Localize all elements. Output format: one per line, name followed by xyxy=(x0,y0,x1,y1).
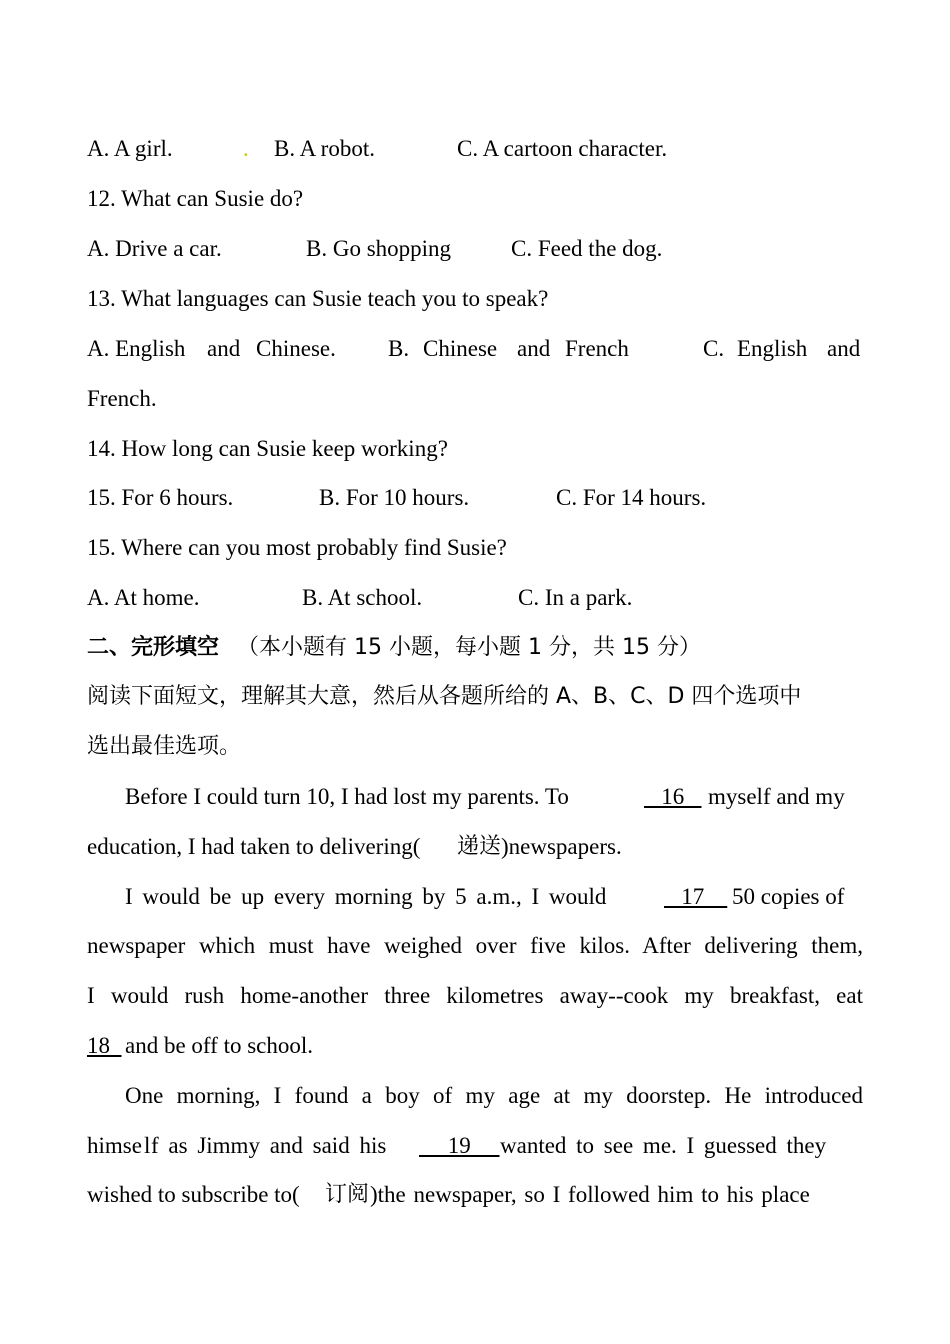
passage-line xyxy=(87,832,863,862)
passage-text: and be off to school. xyxy=(125,1033,314,1058)
q13-question xyxy=(87,284,863,314)
passage-text: f as Jimmy and said his xyxy=(151,1133,387,1158)
q13-option-c-word: English xyxy=(737,336,808,361)
q12-option-c: C. Feed the dog. xyxy=(511,236,663,261)
passage-text: I would rush home-another three kilometres away--cook my breakfast, eat xyxy=(87,983,863,1008)
passage-text: himse xyxy=(87,1133,142,1158)
passage-text: l xyxy=(144,1133,151,1158)
q13-option-a-word: and xyxy=(207,336,241,361)
passage-line xyxy=(87,1131,863,1161)
passage-line xyxy=(87,981,863,1011)
blank-17: 17 xyxy=(664,884,728,909)
section-instruction-line xyxy=(87,732,863,762)
q11-options xyxy=(87,134,863,164)
q14-option-c: C. For 14 hours. xyxy=(556,485,707,510)
passage-text: Before I could turn 10, I had lost my parents. To xyxy=(125,784,569,809)
q12-option-b: B. Go shopping xyxy=(306,236,452,261)
q12-options xyxy=(87,234,863,264)
section-heading xyxy=(87,633,863,663)
passage-text: wished to subscribe to( xyxy=(87,1182,300,1207)
passage-line xyxy=(87,931,863,961)
blank-18: 18 xyxy=(87,1033,122,1058)
q14-option-a: 15. For 6 hours. xyxy=(87,485,234,510)
blank-16: 16 xyxy=(644,784,702,809)
q13-option-a-word: A. English xyxy=(87,336,186,361)
q13-option-c-word: French. xyxy=(87,386,157,411)
passage-chinese-gloss: 订阅 xyxy=(325,1182,370,1207)
section-note: （本小题有 15 小题，每小题 1 分，共 15 分） xyxy=(237,635,701,660)
q13-option-b-word: French xyxy=(565,336,629,361)
section-instruction: 阅读下面短文，理解其大意，然后从各题所给的 A、B、C、D 四个选项中 xyxy=(87,684,802,709)
q14-option-b: B. For 10 hours. xyxy=(319,485,470,510)
q13-option-a-word: Chinese. xyxy=(256,336,336,361)
q12-option-a: A. Drive a car. xyxy=(87,236,222,261)
q11-option-b: B. A robot. xyxy=(274,136,375,161)
passage-text: newspaper which must have weighed over five kilos. After delivering them, xyxy=(87,933,863,958)
section-instruction-line xyxy=(87,682,863,712)
passage-text: One morning, I found a boy of my age at my doorstep. He introduced xyxy=(125,1083,863,1108)
q15-options xyxy=(87,583,863,613)
q13-option-b-word: B. xyxy=(388,336,410,361)
q12-question xyxy=(87,184,863,214)
q11-option-c: C. A cartoon character. xyxy=(457,136,668,161)
q13-question-text: 13. What languages can Susie teach you to speak? xyxy=(87,286,549,311)
q15-option-a: A. At home. xyxy=(87,585,200,610)
q11-stray-dot: . xyxy=(243,136,249,161)
passage-text: I would be up every morning by 5 a.m., I would xyxy=(125,884,607,909)
q13-option-b-word: and xyxy=(517,336,551,361)
passage-line xyxy=(125,1081,863,1111)
q13-option-c-word: C. xyxy=(703,336,725,361)
q12-question-text: 12. What can Susie do? xyxy=(87,186,304,211)
passage-chinese-gloss: 递送 xyxy=(457,834,502,859)
passage-line xyxy=(87,1180,863,1210)
q15-option-c: C. In a park. xyxy=(518,585,633,610)
passage-text: )the newspaper, so I followed him to his place xyxy=(370,1182,810,1207)
q15-option-b: B. At school. xyxy=(302,585,423,610)
passage-text: 50 copies of xyxy=(732,884,845,909)
passage-text: wanted to see me. I guessed they xyxy=(500,1133,827,1158)
q13-options-continued xyxy=(87,384,863,414)
q13-options xyxy=(87,334,863,364)
section-title: 二、完形填空 xyxy=(87,635,220,660)
blank-19: 19 xyxy=(419,1133,500,1158)
q14-question-text: 14. How long can Susie keep working? xyxy=(87,436,448,461)
passage-line xyxy=(87,782,863,812)
passage-text: myself and my xyxy=(708,784,845,809)
q15-question-text: 15. Where can you most probably find Susie? xyxy=(87,535,507,560)
q11-option-a: A. A girl. xyxy=(87,136,173,161)
passage-text: )newspapers. xyxy=(501,834,622,859)
passage-text: education, I had taken to delivering( xyxy=(87,834,421,859)
q15-question xyxy=(87,533,863,563)
q14-options xyxy=(87,483,863,513)
q13-option-c-word: and xyxy=(827,336,861,361)
passage-line xyxy=(87,1031,863,1061)
section-instruction: 选出最佳选项。 xyxy=(87,734,242,759)
q13-option-b-word: Chinese xyxy=(423,336,498,361)
passage-line xyxy=(87,882,863,912)
q14-question xyxy=(87,434,863,464)
